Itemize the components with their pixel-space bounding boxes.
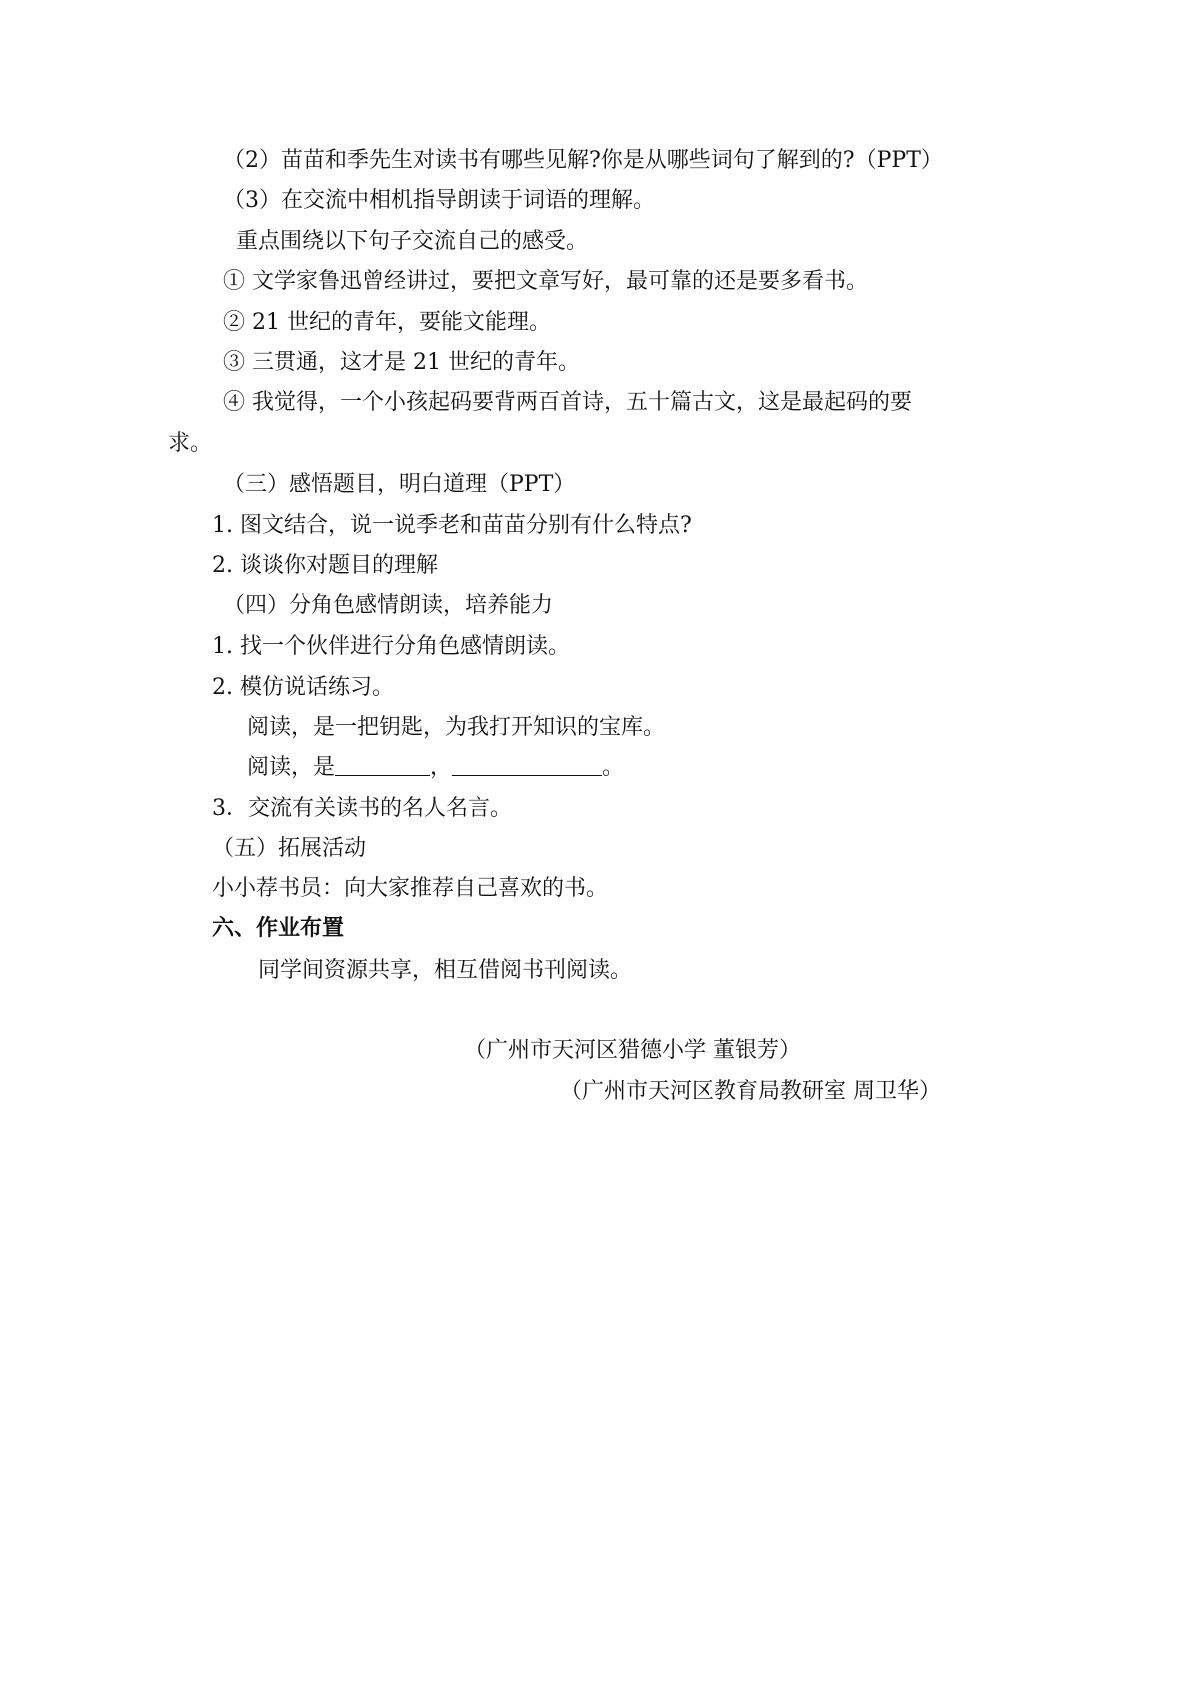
section-3-item-1: 1. 图文结合，说一说季老和苗苗分别有什么特点? — [212, 513, 692, 538]
section-3-item-2: 2. 谈谈你对题目的理解 — [212, 553, 438, 578]
sentence-3: ③ 三贯通，这才是 21 世纪的青年。 — [223, 350, 580, 375]
sentence-1: ① 文学家鲁迅曾经讲过，要把文章写好，最可靠的还是要多看书。 — [223, 269, 868, 294]
section-4-item-1: 1. 找一个伙伴进行分角色感情朗读。 — [212, 634, 570, 659]
question-3: （3）在交流中相机指导朗读于词语的理解。 — [223, 188, 655, 213]
recommend-activity: 小小荐书员：向大家推荐自己喜欢的书。 — [212, 876, 609, 901]
section-6-heading: 六、作业布置 — [212, 916, 345, 941]
section-4-item-3: 3．交流有关读书的名人名言。 — [212, 796, 512, 821]
author-line-1: （广州市天河区猎德小学 董银芳） — [464, 1038, 801, 1063]
section-3-heading: （三）感悟题目，明白道理（PPT） — [223, 472, 576, 497]
homework-text: 同学间资源共享，相互借阅书刊阅读。 — [258, 958, 633, 983]
sentence-2: ② 21 世纪的青年，要能文能理。 — [223, 310, 551, 335]
section-4-item-2: 2. 模仿说话练习。 — [212, 675, 394, 700]
example-sentence: 阅读，是一把钥匙，为我打开知识的宝库。 — [247, 715, 666, 740]
fill-prefix: 阅读，是 — [247, 755, 336, 780]
fill-end: 。 — [602, 755, 625, 780]
blank-2 — [452, 753, 602, 776]
section-5-heading: （五）拓展活动 — [212, 836, 367, 861]
blank-1 — [335, 753, 430, 776]
sentence-4-line-1: ④ 我觉得，一个小孩起码要背两百首诗，五十篇古文，这是最起码的要 — [223, 390, 912, 415]
focus-intro: 重点围绕以下句子交流自己的感受。 — [236, 229, 589, 254]
question-2: （2）苗苗和季先生对读书有哪些见解?你是从哪些词句了解到的?（PPT） — [223, 148, 943, 173]
section-4-heading: （四）分角色感情朗读，培养能力 — [223, 593, 554, 618]
author-line-2: （广州市天河区教育局教研室 周卫华） — [560, 1079, 941, 1104]
sentence-4-line-2: 求。 — [168, 431, 213, 456]
fill-in-sentence — [247, 753, 624, 783]
fill-comma: ， — [430, 755, 453, 780]
